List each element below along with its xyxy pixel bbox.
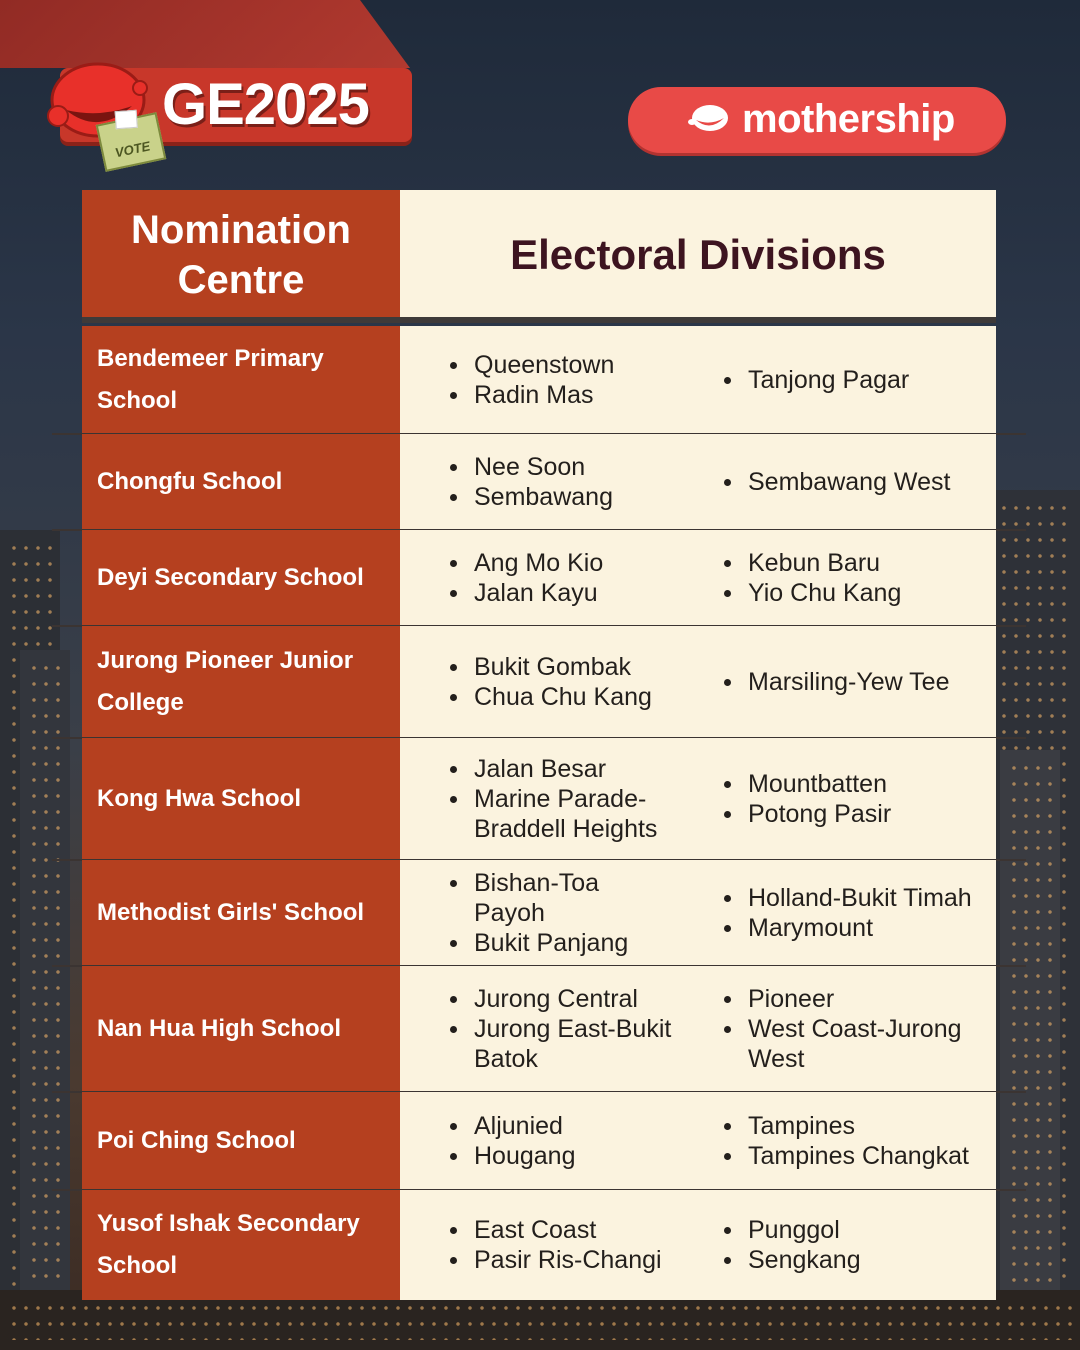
table-row	[82, 626, 996, 738]
division-item: Yio Chu Kang	[722, 578, 996, 608]
table-row	[82, 1092, 996, 1190]
division-item: Tanjong Pagar	[722, 365, 996, 395]
nomination-centre: Nan Hua High School	[82, 966, 400, 1092]
division-item: Sembawang West	[722, 467, 996, 497]
division-item: East Coast	[448, 1215, 674, 1245]
division-item: Marsiling-Yew Tee	[722, 667, 996, 697]
division-item: Sengkang	[722, 1245, 996, 1275]
division-item: Mountbatten	[722, 769, 996, 799]
division-item: Kebun Baru	[722, 548, 996, 578]
nomination-centre: Bendemeer Primary School	[82, 326, 400, 434]
division-item: Jurong Central	[448, 984, 674, 1014]
table-row	[82, 738, 996, 860]
nomination-centre: Poi Ching School	[82, 1092, 400, 1190]
table-row	[82, 860, 996, 966]
division-item: Jurong East-Bukit Batok	[448, 1014, 674, 1074]
electoral-divisions	[400, 1190, 996, 1300]
division-item: Hougang	[448, 1141, 674, 1171]
division-item: Bukit Gombak	[448, 652, 674, 682]
electoral-divisions	[400, 738, 996, 860]
division-item: Aljunied	[448, 1111, 674, 1141]
electoral-divisions	[400, 860, 996, 966]
nomination-centre: Kong Hwa School	[82, 738, 400, 860]
header	[0, 0, 1080, 180]
division-item: Sembawang	[448, 482, 674, 512]
table-row	[82, 530, 996, 626]
table-row	[82, 320, 996, 434]
division-item: Jalan Kayu	[448, 578, 674, 608]
division-item: West Coast-Jurong West	[722, 1014, 996, 1074]
table-row	[82, 1190, 996, 1300]
electoral-divisions	[400, 626, 996, 738]
electoral-divisions	[400, 326, 996, 434]
division-item: Chua Chu Kang	[448, 682, 674, 712]
table-header-row	[82, 190, 996, 320]
event-title: GE2025	[162, 72, 369, 137]
division-item: Punggol	[722, 1215, 996, 1245]
nomination-centre: Jurong Pioneer Junior College	[82, 626, 400, 738]
table-row	[82, 434, 996, 530]
table-row	[82, 966, 996, 1092]
electoral-divisions	[400, 1092, 996, 1190]
division-item: Radin Mas	[448, 380, 674, 410]
division-item: Queenstown	[448, 350, 674, 380]
division-item: Pioneer	[722, 984, 996, 1014]
division-item: Holland-Bukit Timah	[722, 883, 996, 913]
nomination-centre: Yusof Ishak Secondary School	[82, 1190, 400, 1300]
electoral-divisions	[400, 530, 996, 626]
nomination-centre: Methodist Girls' School	[82, 860, 400, 966]
division-item: Pasir Ris-Changi	[448, 1245, 674, 1275]
division-item: Marine Parade-Braddell Heights	[448, 784, 674, 844]
division-item: Marymount	[722, 913, 996, 943]
nomination-centre: Deyi Secondary School	[82, 530, 400, 626]
division-item: Potong Pasir	[722, 799, 996, 829]
division-item: Tampines Changkat	[722, 1141, 996, 1171]
division-item: Nee Soon	[448, 452, 674, 482]
division-item: Jalan Besar	[448, 754, 674, 784]
nomination-table	[82, 190, 996, 1300]
mothership-logo-icon	[686, 104, 730, 136]
nomination-centre: Chongfu School	[82, 434, 400, 530]
division-item: Bishan-Toa Payoh	[448, 868, 674, 928]
header-electoral-divisions: Electoral Divisions	[400, 190, 996, 320]
division-item: Ang Mo Kio	[448, 548, 674, 578]
header-nomination-centre: Nomination Centre	[82, 190, 400, 320]
electoral-divisions	[400, 966, 996, 1092]
division-item: Tampines	[722, 1111, 996, 1141]
vote-box-icon: VOTE	[96, 112, 167, 172]
electoral-divisions	[400, 434, 996, 530]
division-item: Bukit Panjang	[448, 928, 674, 958]
brand-name: mothership	[742, 97, 955, 141]
